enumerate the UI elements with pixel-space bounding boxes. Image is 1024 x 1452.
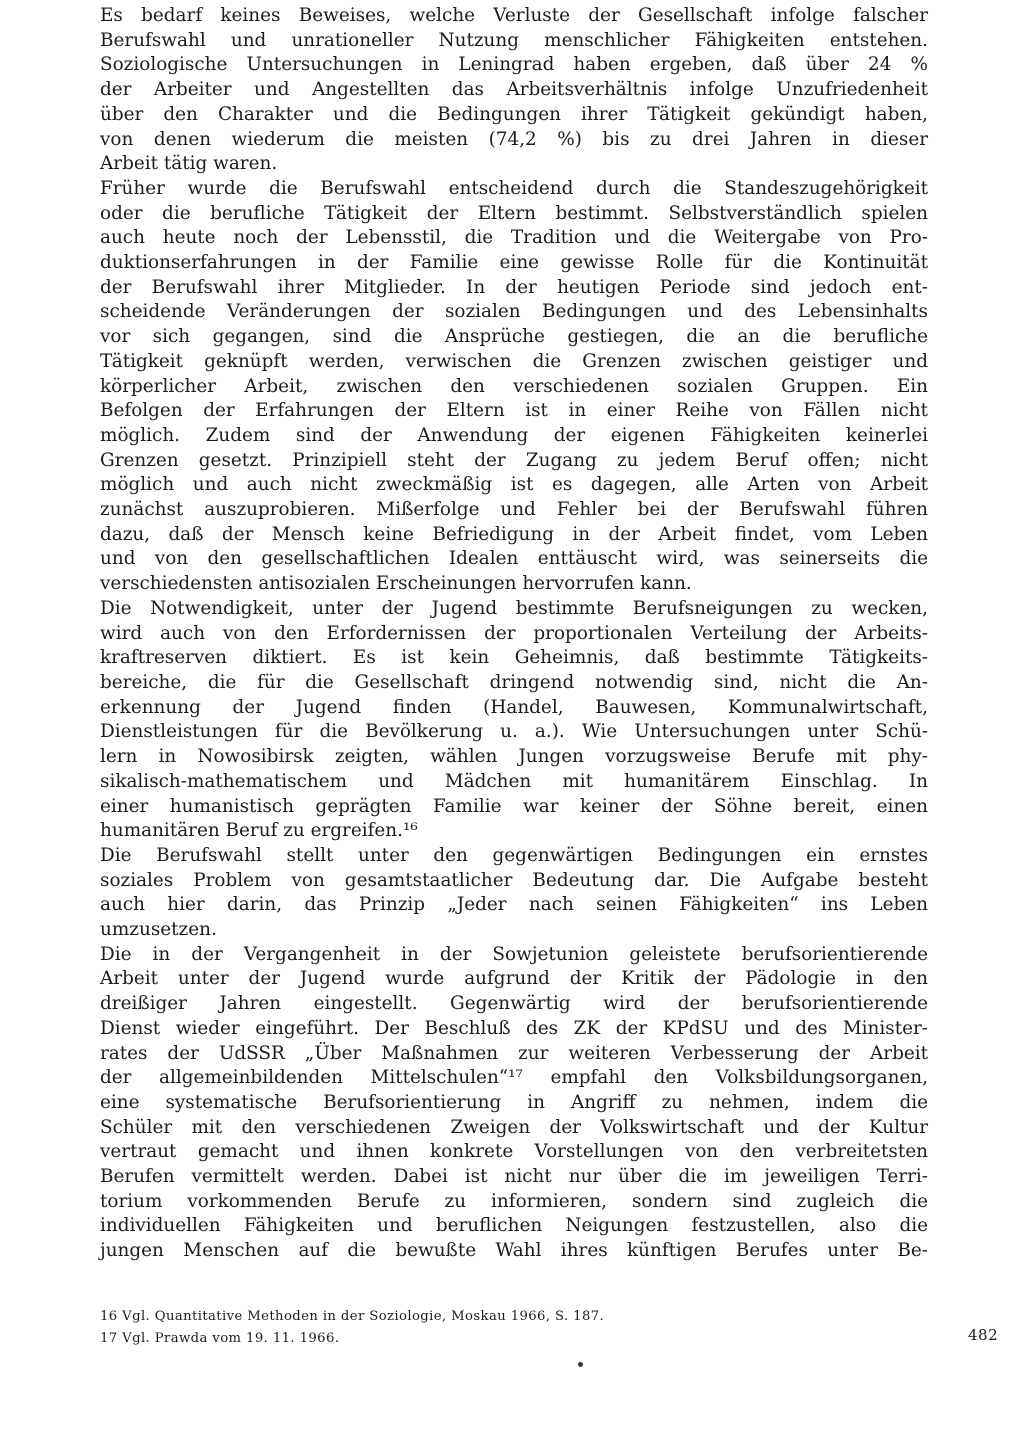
text-line: Arbeit tätig waren. [100, 153, 278, 175]
footnotes [100, 1306, 800, 1350]
paragraph [100, 597, 928, 844]
text-line: jungen Menschen auf die bewußte Wahl ihres künftigen Berufes unter Be- [100, 1240, 928, 1262]
text-line: duktionserfahrungen in der Familie eine gewisse Rolle für die Kontinuität [100, 252, 928, 274]
text-line: dreißiger Jahren eingestellt. Gegenwärtig wird der berufsorientierende [100, 993, 928, 1015]
text-line: Früher wurde die Berufswahl entscheidend durch die Standeszugehörigkeit [100, 177, 928, 199]
text-line: Es bedarf keines Beweises, welche Verluste der Gesellschaft infolge falscher [100, 5, 928, 26]
text-line: eine systematische Berufsorientierung in Angriff zu nehmen, indem die [100, 1091, 928, 1113]
text-line: dazu, daß der Mensch keine Befriedigung in der Arbeit findet, vom Leben [100, 523, 928, 545]
paragraph [100, 4, 928, 177]
paragraph [100, 943, 928, 1264]
text-line: der Berufswahl ihrer Mitglieder. In der heutigen Periode sind jedoch ent- [100, 276, 928, 298]
text-line: und von den gesellschaftlichen Idealen enttäuscht wird, was seinerseits die [100, 548, 928, 570]
text-line: Dienst wieder eingeführt. Der Beschluß des ZK der KPdSU und des Minister- [100, 1017, 928, 1039]
text-line: Die Berufswahl stellt unter den gegenwärtigen Bedingungen ein ernstes [100, 844, 928, 866]
text-line: Grenzen gesetzt. Prinzipiell steht der Zugang zu jedem Beruf offen; nicht [100, 449, 928, 471]
text-line: körperlicher Arbeit, zwischen den verschiedenen sozialen Gruppen. Ein [100, 375, 928, 397]
text-line: soziales Problem von gesamtstaatlicher Bedeutung dar. Die Aufgabe besteht [100, 869, 928, 891]
text-line: Befolgen der Erfahrungen der Eltern ist in einer Reihe von Fällen nicht [100, 400, 928, 422]
text-line: einer humanistisch geprägten Familie war keiner der Söhne bereit, einen [100, 795, 928, 817]
text-line: scheidende Veränderungen der sozialen Bedingungen und des Lebensinhalts [100, 301, 928, 323]
text-line: umzusetzen. [100, 919, 217, 941]
text-line: der Arbeiter und Angestellten das Arbeitsverhältnis infolge Unzufriedenheit [100, 79, 928, 101]
footnote: 16 Vgl. Quantitative Methoden in der Soziologie, Moskau 1966, S. 187. [100, 1309, 605, 1324]
text-line: Schüler mit den verschiedenen Zweigen der Volkswirtschaft und der Kultur [100, 1116, 928, 1138]
text-line: humanitären Beruf zu ergreifen.¹⁶ [100, 820, 418, 842]
text-line: der allgemeinbildenden Mittelschulen“¹⁷ empfahl den Volksbildungsorganen, [100, 1067, 928, 1089]
text-line: oder die berufliche Tätigkeit der Eltern bestimmt. Selbstverständlich spielen [100, 202, 928, 224]
text-line: rates der UdSSR „Über Maßnahmen zur weiteren Verbesserung der Arbeit [100, 1042, 928, 1064]
text-line: Arbeit unter der Jugend wurde aufgrund der Kritik der Pädologie in den [100, 968, 928, 990]
text-line: möglich. Zudem sind der Anwendung der eigenen Fähigkeiten keinerlei [100, 424, 928, 446]
text-line: Die Notwendigkeit, unter der Jugend bestimmte Berufsneigungen zu wecken, [100, 597, 928, 619]
text-line: Berufswahl und unrationeller Nutzung menschlicher Fähigkeiten entstehen. [100, 29, 928, 51]
text-line: Die in der Vergangenheit in der Sowjetunion geleistete berufsorientierende [100, 943, 928, 965]
print-mark [578, 1362, 583, 1367]
text-line: Soziologische Untersuchungen in Leningrad haben ergeben, daß über 24 % [100, 54, 928, 76]
text-line: sikalisch-mathematischem und Mädchen mit humanitärem Einschlag. In [100, 770, 928, 792]
text-line: lern in Nowosibirsk zeigten, wählen Jungen vorzugsweise Berufe mit phy- [100, 746, 928, 768]
page-number: 482 [968, 1326, 999, 1344]
text-line: torium vorkommenden Berufe zu informieren, sondern sind zugleich die [100, 1190, 928, 1212]
text-line: bereiche, die für die Gesellschaft dringend notwendig sind, nicht die An- [100, 671, 928, 693]
text-line: vertraut gemacht und ihnen konkrete Vorstellungen von den verbreitetsten [100, 1141, 928, 1163]
text-line: Dienstleistungen für die Bevölkerung u. a.). Wie Untersuchungen unter Schü- [100, 721, 928, 743]
text-line: individuellen Fähigkeiten und beruflichen Neigungen festzustellen, also die [100, 1215, 928, 1237]
text-line: über den Charakter und die Bedingungen ihrer Tätigkeit gekündigt haben, [100, 103, 928, 125]
footnote: 17 Vgl. Prawda vom 19. 11. 1966. [100, 1331, 340, 1346]
text-line: möglich und auch nicht zweckmäßig ist es dagegen, alle Arten von Arbeit [100, 474, 928, 496]
text-line: Tätigkeit geknüpft werden, verwischen die Grenzen zwischen geistiger und [100, 350, 928, 372]
text-line: erkennung der Jugend finden (Handel, Bauwesen, Kommunalwirtschaft, [100, 696, 928, 718]
paragraph [100, 844, 928, 943]
paragraph [100, 177, 928, 597]
text-line: zunächst auszuprobieren. Mißerfolge und Fehler bei der Berufswahl führen [100, 499, 928, 521]
text-line: verschiedensten antisozialen Erscheinungen hervorrufen kann. [100, 573, 692, 595]
text-line: auch hier darin, das Prinzip „Jeder nach seinen Fähigkeiten“ ins Leben [100, 894, 928, 916]
text-line: auch heute noch der Lebensstil, die Tradition und die Weitergabe von Pro- [100, 227, 928, 249]
body-text [100, 4, 928, 1264]
text-line: wird auch von den Erfordernissen der proportionalen Verteilung der Arbeits- [100, 622, 928, 644]
text-line: von denen wiederum die meisten (74,2 %) bis zu drei Jahren in dieser [100, 128, 928, 150]
text-line: Berufen vermittelt werden. Dabei ist nicht nur über die im jeweiligen Terri- [100, 1166, 928, 1188]
text-line: kraftreserven diktiert. Es ist kein Geheimnis, daß bestimmte Tätigkeits- [100, 647, 928, 669]
text-line: vor sich gegangen, sind die Ansprüche gestiegen, die an die berufliche [100, 326, 928, 348]
